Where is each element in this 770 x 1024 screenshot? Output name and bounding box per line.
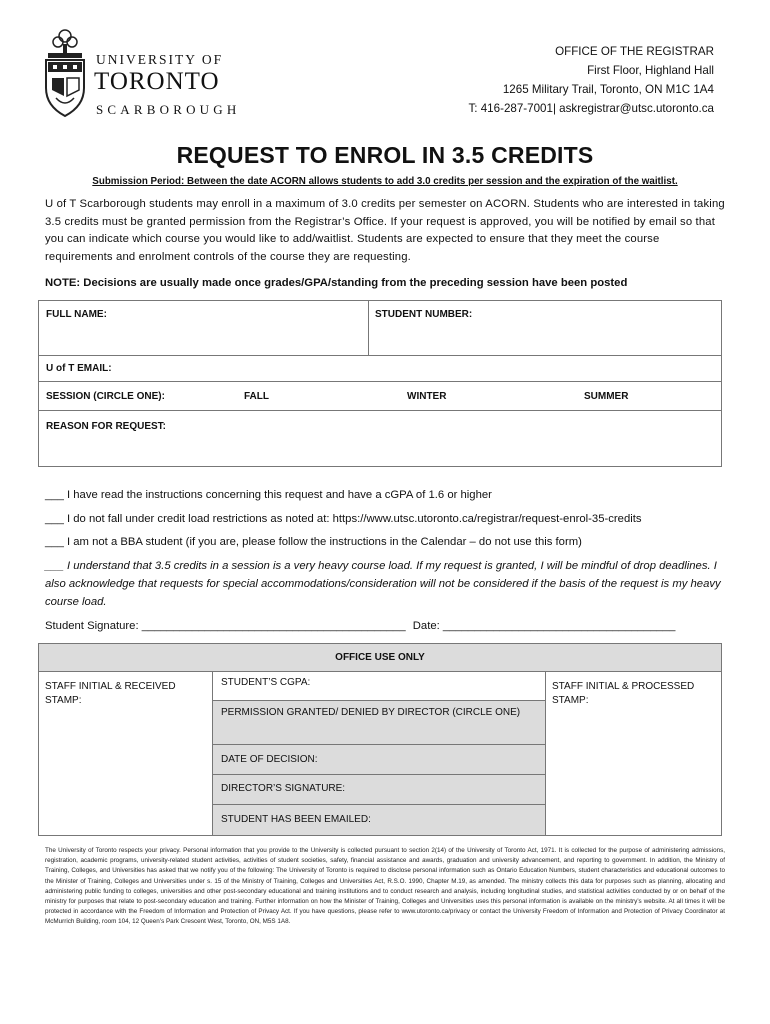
logo-line-university: UNIVERSITY OF [96,52,224,67]
director-column [213,672,545,835]
date-field[interactable]: Date: _____________________________________ [412,620,676,632]
permission-label: PERMISSION GRANTED/ DENIED BY DIRECTOR (CIRCLE ONE) [221,707,521,718]
email-label: U of T EMAIL: [46,363,112,374]
logo-line-scarborough: SCARBOROUGH [96,102,241,117]
office-use-table [38,643,722,836]
reason-field[interactable] [38,410,722,467]
staff-processed-label: STAFF INITIAL & PROCESSED STAMP: [552,681,695,706]
decision-date-label: DATE OF DECISION: [221,754,318,765]
office-contact: T: 416-287-7001| askregistrar@utsc.utoronto.ca [468,102,714,115]
session-option-fall[interactable]: FALL [244,391,269,402]
emailed-label: STUDENT HAS BEEN EMAILED: [221,814,371,825]
decision-note: NOTE: Decisions are usually made once grades/GPA/standing from the preceding session have been posted [45,277,628,289]
intro-paragraph: U of T Scarborough students may enroll in a maximum of 3.0 credits per semester on ACORN. Students who are interested in taking 3.5 credits must be granted permission from the Registrar’s Office. If your request is approved, you will be notified by email so that you can indicate which course you would like to add/waitlist. Students are expected to ensure that they meet the course requirements and enrolment controls of the course they are requesting. [45,198,725,263]
emailed-cell [213,805,545,836]
signature-line [45,620,725,632]
director-signature-label: DIRECTOR’S SIGNATURE: [221,783,346,794]
check-not-bba[interactable]: ___ I am not a BBA student (if you are, please follow the instructions in the Calendar – do not use this form) [45,536,582,548]
staff-received-cell [39,672,213,835]
staff-received-label: STAFF INITIAL & RECEIVED STAMP: [45,681,176,706]
logo-line-toronto: TORONTO [94,68,220,95]
session-option-winter[interactable]: WINTER [407,391,447,402]
office-address-block [469,42,715,118]
full-name-label: FULL NAME: [46,309,107,320]
submission-period: Submission Period: Between the date ACORN allows students to add 3.0 credits per session and the expiration of the waitlist. [92,176,678,187]
session-label: SESSION (CIRCLE ONE): [46,391,165,402]
reason-label: REASON FOR REQUEST: [46,421,167,432]
full-name-field[interactable] [38,300,369,356]
cgpa-cell [213,672,545,701]
office-street: 1265 Military Trail, Toronto, ON M1C 1A4 [502,83,714,96]
check-cgpa[interactable]: ___ I have read the instructions concerning this request and have a cGPA of 1.6 or higher [45,489,492,501]
check-credit-load[interactable]: ___ I do not fall under credit load restrictions as noted at: https://www.utsc.utoronto.ca/registrar/request-enrol-35-credits [45,513,642,525]
cgpa-label: STUDENT’S CGPA: [221,677,311,688]
page-title: REQUEST TO ENROL IN 3.5 CREDITS [176,142,594,168]
university-logo [40,26,250,122]
email-field[interactable] [38,355,722,382]
check-heavy-load[interactable]: ___ I understand that 3.5 credits in a session is a very heavy course load. If my request is granted, I will be mindful of drop deadlines. I also acknowledge that requests for special accommodations/consideration will not be considered if the basis of the request is my heavy course load. [45,560,721,608]
staff-processed-cell [545,672,721,835]
office-use-heading: OFFICE USE ONLY [39,644,721,672]
office-name: OFFICE OF THE REGISTRAR [555,45,714,58]
permission-cell [213,701,545,745]
student-number-label: STUDENT NUMBER: [375,309,473,320]
session-field [38,381,722,411]
student-signature-field[interactable]: Student Signature: __________________________________________ [45,620,406,632]
privacy-notice: The University of Toronto respects your privacy. Personal information that you provide to the University is collected pursuant to section 2(14) of the University of Toronto Act, 1971. It is collected for the purpose of administering admissions, registration, academic programs, university-related student activities, activities of student societies, safety, financial assistance and awards, graduation and university advancement, and reporting to government. In addition, the Ministry of Training, Colleges, and Universities has asked that we notify you of the following: The University of Toronto is required to disclose personal information such as Ontario Education Numbers, student characteristics and educational outcomes to the Minister of Training, Colleges and Universities under s. 15 of the Ministry of Training, Colleges and Universities Act, R.S.O. 1990, Chapter M.19, as amended. The ministry collects this data for purposes such as planning, allocating and administering public funding to colleges, universities and other post-secondary educational and training institutions and to conduct research and analysis, including longitudinal studies, and statistical activities conducted by or on behalf of the ministry for purposes that relate to post-secondary education and training. Further information on how the Minister of Training, Colleges and Universities uses this personal information is available on the ministry’s website. At all times it will be protected in accordance with the Freedom of Information and Protection of Privacy Act. If you have questions, please refer to www.utoronto.ca/privacy or contact the University Freedom of Information and Protection of Privacy Coordinator at McMurrich Building, room 104, 12 Queen’s Park Crescent West, Toronto, ON, M5S 1A8. [45,847,725,926]
student-number-field[interactable] [368,300,722,356]
session-option-summer[interactable]: SUMMER [584,391,629,402]
office-location: First Floor, Highland Hall [587,64,714,77]
decision-date-cell [213,745,545,775]
director-signature-cell [213,775,545,805]
crest-icon [40,26,90,122]
